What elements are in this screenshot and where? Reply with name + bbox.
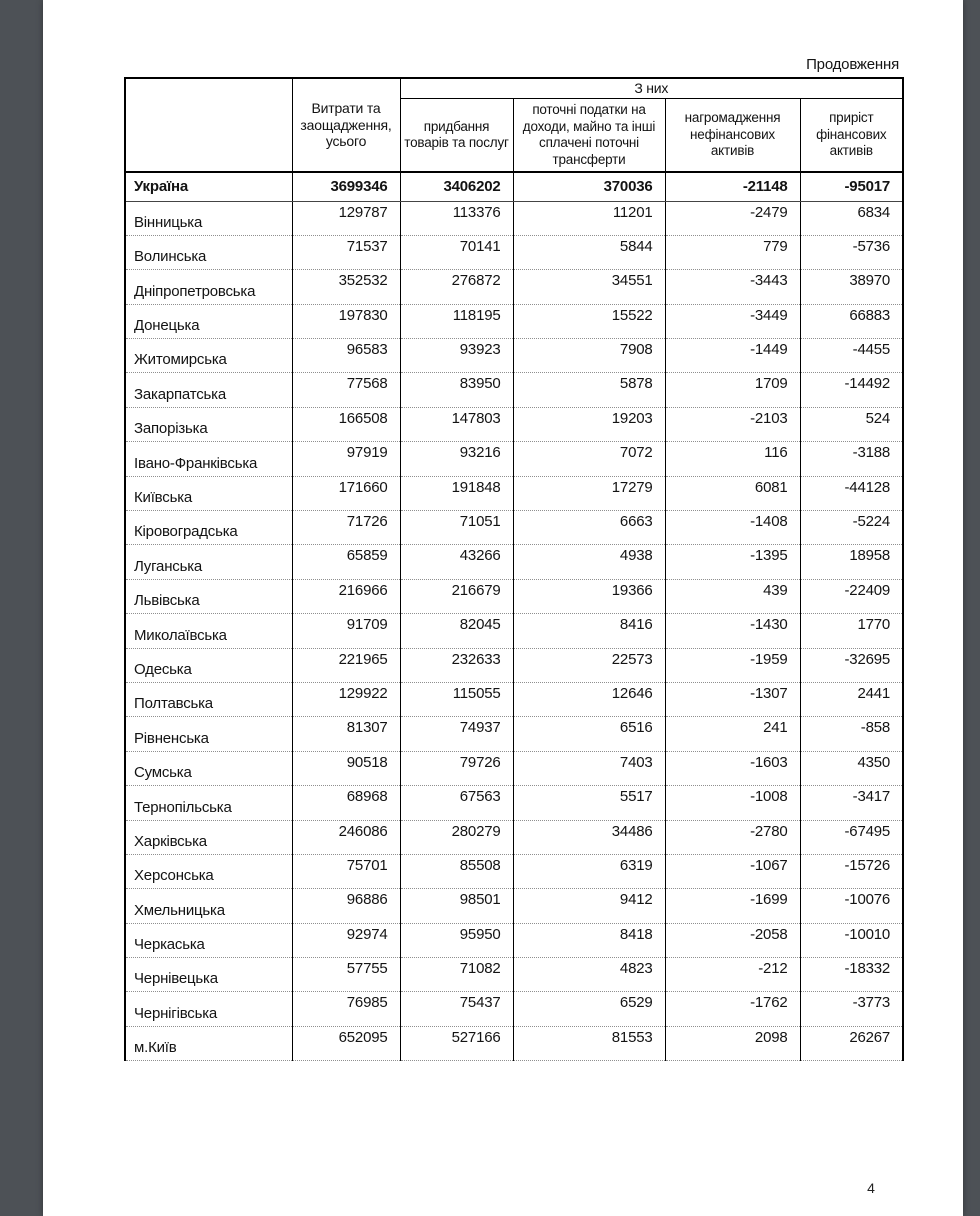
value-cell: 90518 [292,751,400,785]
value-cell: 276872 [400,270,513,304]
value-cell: -15726 [800,854,903,888]
header-current-taxes: поточні податки на доходи, майно та інші сплачені поточні трансферти [513,99,665,173]
value-cell: 652095 [292,1026,400,1060]
value-cell: 95950 [400,923,513,957]
value-cell: 75701 [292,854,400,888]
header-financial-assets: приріст фінансових активів [800,99,903,173]
value-cell: -3773 [800,992,903,1026]
value-cell: 65859 [292,545,400,579]
value-cell: 82045 [400,614,513,648]
value-cell: 1709 [665,373,800,407]
region-name-cell: Сумська [125,751,292,785]
table-body [125,172,903,1061]
region-name-cell: Полтавська [125,682,292,716]
region-name-cell: Івано-Франківська [125,442,292,476]
table-row [125,304,903,338]
value-cell: -1008 [665,786,800,820]
value-cell: 2098 [665,1026,800,1060]
table-row [125,201,903,235]
value-cell: 71726 [292,511,400,545]
value-cell: 280279 [400,820,513,854]
table-row [125,442,903,476]
value-cell: 8418 [513,923,665,957]
value-cell: 197830 [292,304,400,338]
value-cell: -2479 [665,201,800,235]
value-cell: 79726 [400,751,513,785]
value-cell: 34486 [513,820,665,854]
value-cell: 67563 [400,786,513,820]
value-cell: 83950 [400,373,513,407]
value-cell: 19203 [513,407,665,441]
value-cell: 370036 [513,172,665,201]
region-name-cell: Волинська [125,235,292,269]
value-cell: 97919 [292,442,400,476]
value-cell: 11201 [513,201,665,235]
value-cell: 96886 [292,889,400,923]
value-cell: 91709 [292,614,400,648]
value-cell: -10076 [800,889,903,923]
region-name-cell: Луганська [125,545,292,579]
value-cell: 7403 [513,751,665,785]
value-cell: 66883 [800,304,903,338]
value-cell: -1408 [665,511,800,545]
value-cell: 43266 [400,545,513,579]
value-cell: 171660 [292,476,400,510]
region-name-cell: Кіровоградська [125,511,292,545]
value-cell: 12646 [513,682,665,716]
region-name-cell: Тернопільська [125,786,292,820]
region-name-cell: Закарпатська [125,373,292,407]
value-cell: 6663 [513,511,665,545]
header-row-top [125,78,903,99]
table-row [125,682,903,716]
value-cell: 6319 [513,854,665,888]
value-cell: 98501 [400,889,513,923]
region-name-cell: Дніпропетровська [125,270,292,304]
value-cell: 113376 [400,201,513,235]
value-cell: 74937 [400,717,513,751]
value-cell: 1770 [800,614,903,648]
value-cell: 221965 [292,648,400,682]
value-cell: -1762 [665,992,800,1026]
region-name-cell: Харківська [125,820,292,854]
table-row [125,923,903,957]
value-cell: 241 [665,717,800,751]
value-cell: 191848 [400,476,513,510]
value-cell: -1699 [665,889,800,923]
value-cell: 3406202 [400,172,513,201]
value-cell: -2103 [665,407,800,441]
value-cell: -1067 [665,854,800,888]
value-cell: 38970 [800,270,903,304]
value-cell: 26267 [800,1026,903,1060]
region-name-cell: Херсонська [125,854,292,888]
header-nonfinancial-assets: нагромадження нефінансових активів [665,99,800,173]
value-cell: 439 [665,579,800,613]
table-row [125,511,903,545]
value-cell: 6516 [513,717,665,751]
region-name-cell: Рівненська [125,717,292,751]
value-cell: 524 [800,407,903,441]
value-cell: 118195 [400,304,513,338]
continuation-label: Продовження [806,56,899,73]
region-name-cell: Черкаська [125,923,292,957]
header-expenses-total: Витрати та заощадження, усього [292,78,400,172]
value-cell: 7072 [513,442,665,476]
value-cell: 4350 [800,751,903,785]
table-row [125,717,903,751]
value-cell: -22409 [800,579,903,613]
region-name-cell: Запорізька [125,407,292,441]
value-cell: 5878 [513,373,665,407]
table-row [125,545,903,579]
value-cell: 6081 [665,476,800,510]
value-cell: 4823 [513,958,665,992]
value-cell: 6834 [800,201,903,235]
table-row [125,786,903,820]
value-cell: 68968 [292,786,400,820]
value-cell: 779 [665,235,800,269]
region-name-cell: Житомирська [125,339,292,373]
region-name-cell: Київська [125,476,292,510]
table-row [125,889,903,923]
value-cell: 147803 [400,407,513,441]
value-cell: -3188 [800,442,903,476]
value-cell: 34551 [513,270,665,304]
value-cell: 129922 [292,682,400,716]
value-cell: 6529 [513,992,665,1026]
page-number: 4 [867,1180,875,1196]
region-name-cell: Вінницька [125,201,292,235]
value-cell: 5517 [513,786,665,820]
region-name-cell: Одеська [125,648,292,682]
value-cell: -95017 [800,172,903,201]
value-cell: 115055 [400,682,513,716]
value-cell: 4938 [513,545,665,579]
table-row [125,339,903,373]
value-cell: 352532 [292,270,400,304]
table-row [125,1026,903,1060]
value-cell: -3443 [665,270,800,304]
value-cell: -3449 [665,304,800,338]
table-row [125,476,903,510]
value-cell: 96583 [292,339,400,373]
value-cell: 246086 [292,820,400,854]
value-cell: 2441 [800,682,903,716]
value-cell: -1307 [665,682,800,716]
table-row [125,579,903,613]
table-row [125,648,903,682]
value-cell: 71537 [292,235,400,269]
value-cell: -212 [665,958,800,992]
table-row [125,854,903,888]
value-cell: 17279 [513,476,665,510]
table-row [125,235,903,269]
table-row [125,270,903,304]
value-cell: 76985 [292,992,400,1026]
region-name-cell: Миколаївська [125,614,292,648]
table-row [125,407,903,441]
value-cell: 15522 [513,304,665,338]
value-cell: 81553 [513,1026,665,1060]
value-cell: -1430 [665,614,800,648]
value-cell: -5736 [800,235,903,269]
table-row [125,614,903,648]
value-cell: 57755 [292,958,400,992]
document-page [43,0,963,1216]
value-cell: 71082 [400,958,513,992]
value-cell: 22573 [513,648,665,682]
region-name-cell: Україна [125,172,292,201]
region-name-cell: м.Київ [125,1026,292,1060]
value-cell: 75437 [400,992,513,1026]
value-cell: 81307 [292,717,400,751]
region-name-cell: Львівська [125,579,292,613]
value-cell: 93216 [400,442,513,476]
region-name-cell: Чернівецька [125,958,292,992]
total-row [125,172,903,201]
value-cell: -1959 [665,648,800,682]
value-cell: -1449 [665,339,800,373]
value-cell: 116 [665,442,800,476]
table-row [125,992,903,1026]
region-name-cell: Донецька [125,304,292,338]
value-cell: -1603 [665,751,800,785]
value-cell: -67495 [800,820,903,854]
value-cell: 216679 [400,579,513,613]
value-cell: 77568 [292,373,400,407]
value-cell: 166508 [292,407,400,441]
value-cell: -3417 [800,786,903,820]
value-cell: 232633 [400,648,513,682]
value-cell: -5224 [800,511,903,545]
table-row [125,958,903,992]
region-name-cell: Чернігівська [125,992,292,1026]
value-cell: -4455 [800,339,903,373]
value-cell: 129787 [292,201,400,235]
table-row [125,820,903,854]
value-cell: -18332 [800,958,903,992]
region-name-cell: Хмельницька [125,889,292,923]
value-cell: 5844 [513,235,665,269]
value-cell: -2780 [665,820,800,854]
value-cell: -2058 [665,923,800,957]
corner-header-cell [125,78,292,172]
value-cell: 216966 [292,579,400,613]
value-cell: -21148 [665,172,800,201]
value-cell: 19366 [513,579,665,613]
table-row [125,751,903,785]
value-cell: -10010 [800,923,903,957]
value-cell: -1395 [665,545,800,579]
value-cell: -858 [800,717,903,751]
value-cell: 3699346 [292,172,400,201]
value-cell: 93923 [400,339,513,373]
value-cell: -14492 [800,373,903,407]
header-goods-services: придбання товарів та послуг [400,99,513,173]
table-row [125,373,903,407]
value-cell: 85508 [400,854,513,888]
value-cell: 18958 [800,545,903,579]
value-cell: 9412 [513,889,665,923]
value-cell: -32695 [800,648,903,682]
value-cell: 92974 [292,923,400,957]
regional-expenditure-table [124,77,904,1061]
header-of-them: З них [400,78,903,99]
value-cell: 71051 [400,511,513,545]
value-cell: 8416 [513,614,665,648]
value-cell: 7908 [513,339,665,373]
value-cell: 70141 [400,235,513,269]
value-cell: -44128 [800,476,903,510]
value-cell: 527166 [400,1026,513,1060]
